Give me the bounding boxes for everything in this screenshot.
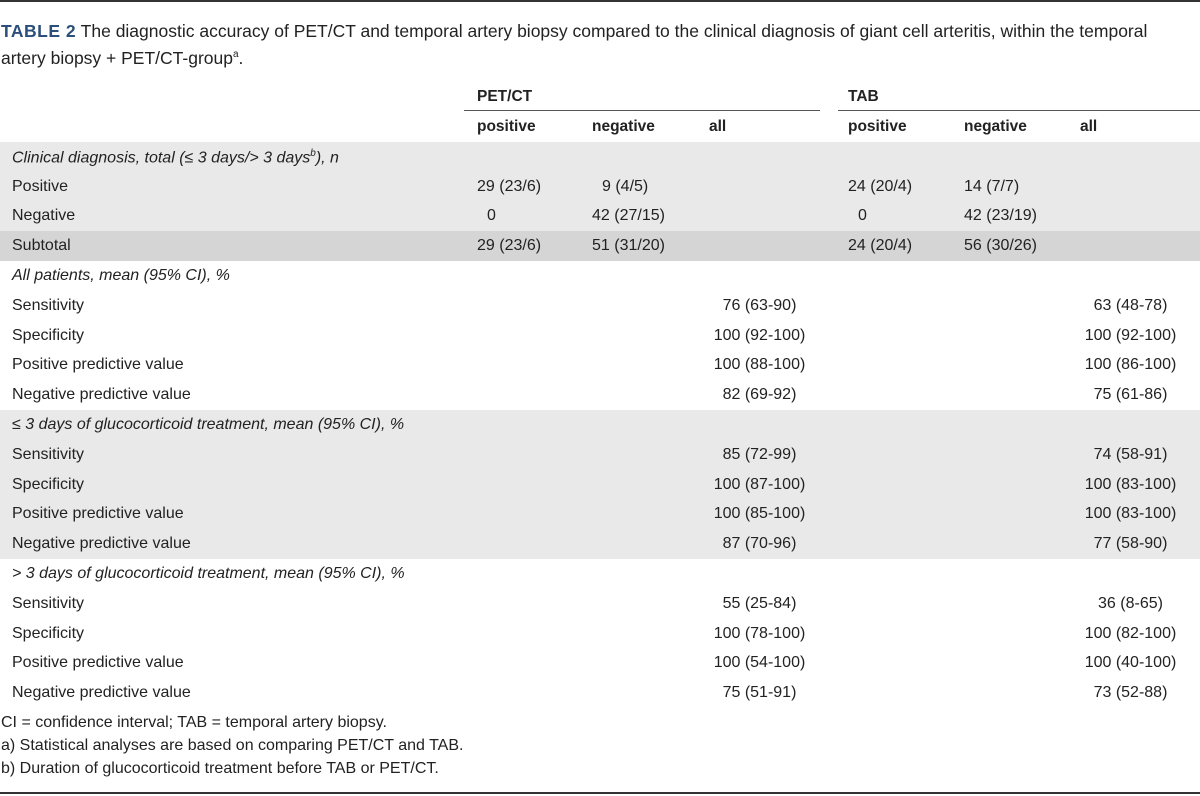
group-header-pet-ct: PET/CT [477,88,533,105]
row-label: Negative predictive value [12,684,191,701]
table-row [0,172,1200,202]
row-label: Specificity [12,625,85,642]
row-label: Negative predictive value [12,535,191,552]
section-title: All patients, mean (95% CI), % [12,267,230,284]
pet-positive-cell: 29 (23/6) [477,237,542,254]
table-row-subtotal [0,231,1200,261]
table-row [0,291,1200,321]
tab-all-cell: 74 (58-91) [1093,446,1168,463]
tab-negative-cell: 14 (7/7) [964,178,1020,195]
pet-all-cell: 82 (69-92) [722,386,797,403]
tab-all-cell: 75 (61-86) [1093,386,1168,403]
table-row [0,321,1200,351]
row-label: Positive predictive value [12,356,184,373]
top-rule [0,0,1200,2]
tab-negative-cell: 42 (23/19) [964,207,1037,224]
footnote-abbreviations: CI = confidence interval; TAB = temporal artery biopsy. [1,714,387,731]
row-label: Positive predictive value [12,654,184,671]
pet-negative-cell: 9 (4/5) [602,178,649,195]
row-label: Sensitivity [12,446,85,463]
section-header-gt3-days [0,559,1200,589]
col-header-pet-positive: positive [477,118,536,135]
table-row [0,350,1200,380]
row-label: Specificity [12,476,85,493]
group-header-tab: TAB [848,88,879,105]
table-row [0,499,1200,529]
tab-all-cell: 100 (40-100) [1084,654,1177,671]
tab-positive-cell: 0 [858,207,867,224]
section-title: > 3 days of glucocorticoid treatment, mean (95% CI), % [12,565,405,582]
pet-all-cell: 76 (63-90) [722,297,797,314]
pet-positive-cell: 29 (23/6) [477,178,542,195]
pet-all-cell: 100 (85-100) [713,505,806,522]
table-row [0,201,1200,231]
tab-all-cell: 36 (8-65) [1098,595,1163,612]
table-row [0,529,1200,559]
caption-end: . [238,47,244,68]
table-row [0,380,1200,410]
row-label: Sensitivity [12,297,85,314]
table-row [0,648,1200,678]
bottom-rule [0,792,1200,794]
col-header-tab-positive: positive [848,118,907,135]
tab-positive-cell: 24 (20/4) [848,178,913,195]
tab-all-cell: 77 (58-90) [1093,535,1168,552]
row-label: Subtotal [12,237,71,254]
col-header-pet-negative: negative [592,118,655,135]
tab-positive-cell: 24 (20/4) [848,237,913,254]
caption-footnote-mark: a [232,49,239,60]
table-row [0,619,1200,649]
tab-all-cell: 63 (48-78) [1093,297,1168,314]
pet-positive-cell: 0 [487,207,496,224]
table-row [0,440,1200,470]
row-label: Specificity [12,327,85,344]
pet-all-cell: 100 (88-100) [713,356,806,373]
table-row [0,470,1200,500]
pet-all-cell: 100 (78-100) [713,625,806,642]
row-label: Negative [12,207,76,224]
table-label: TABLE 2 [1,21,77,41]
table-caption [1,20,1191,70]
section-header-clinical [0,142,1200,172]
pet-all-cell: 100 (87-100) [713,476,806,493]
col-header-tab-all: all [1080,118,1098,135]
col-header-pet-all: all [709,118,727,135]
row-label: Positive [12,178,69,195]
row-label: Negative predictive value [12,386,191,403]
pet-all-cell: 87 (70-96) [722,535,797,552]
pet-negative-cell: 51 (31/20) [592,237,665,254]
tab-all-cell: 100 (82-100) [1084,625,1177,642]
section-header-all-patients [0,261,1200,291]
pet-all-cell: 100 (92-100) [713,327,806,344]
table-row [0,589,1200,619]
tab-all-cell: 100 (86-100) [1084,356,1177,373]
tab-negative-cell: 56 (30/26) [964,237,1037,254]
pet-all-cell: 55 (25-84) [722,595,797,612]
footnote-b: b) Duration of glucocorticoid treatment before TAB or PET/CT. [1,760,439,777]
group-rule-pet-ct [464,110,820,111]
row-label: Positive predictive value [12,505,184,522]
group-rule-tab [838,110,1200,111]
section-title: ≤ 3 days of glucocorticoid treatment, mean (95% CI), % [12,416,405,433]
section-title: Clinical diagnosis, total (≤ 3 days/> 3 days$^b$), n [12,148,339,167]
caption-text: The diagnostic accuracy of PET/CT and temporal artery biopsy compared to the clinical diagnosis of giant cell arteritis, within the temporal artery biopsy + PET/CT-group [1,21,1148,68]
col-header-tab-negative: negative [964,118,1027,135]
row-label: Sensitivity [12,595,85,612]
tab-all-cell: 100 (92-100) [1084,327,1177,344]
pet-all-cell: 75 (51-91) [722,684,797,701]
footnote-a: a) Statistical analyses are based on comparing PET/CT and TAB. [1,737,464,754]
pet-all-cell: 100 (54-100) [713,654,806,671]
section-header-le3-days [0,410,1200,440]
tab-all-cell: 100 (83-100) [1084,505,1177,522]
table-row [0,678,1200,708]
pet-negative-cell: 42 (27/15) [592,207,665,224]
tab-all-cell: 73 (52-88) [1093,684,1168,701]
pet-all-cell: 85 (72-99) [722,446,797,463]
tab-all-cell: 100 (83-100) [1084,476,1177,493]
